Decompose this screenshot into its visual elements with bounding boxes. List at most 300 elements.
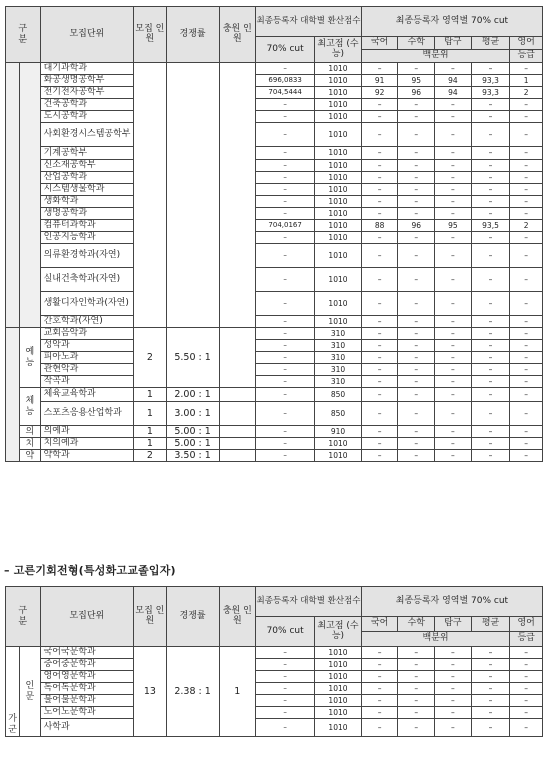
table-row [6,196,543,208]
english-grade-value: – [510,647,543,659]
table-row [6,147,543,160]
added-cell [219,426,256,438]
korean-value: – [361,111,398,123]
group-cell [20,63,40,328]
quota-cell: 1 [134,426,167,438]
unit-name: 의예과 [40,426,134,438]
average-value: – [471,695,510,707]
unit-name: 사회환경시스템공학부 [40,123,134,147]
added-cell [219,63,256,328]
english-grade-value: – [510,99,543,111]
korean-value: – [361,340,398,352]
math-value: – [398,707,435,719]
cut70-value: – [256,719,315,737]
ratio-cell: 5.00 : 1 [166,426,219,438]
inquiry-value: – [435,268,472,292]
cut70-value: – [256,184,315,196]
unit-name: 대기과학과 [40,63,134,75]
average-value: – [471,426,510,438]
korean-value: – [361,707,398,719]
cut70-value: – [256,352,315,364]
cut70-value: – [256,63,315,75]
math-value: – [398,426,435,438]
english-grade-value: – [510,388,543,402]
korean-value: – [361,659,398,671]
inquiry-value: – [435,184,472,196]
group-label-text: 예 능 [25,346,35,368]
table-row [6,671,543,683]
korean-value: – [361,450,398,462]
cut70-value: – [256,316,315,328]
english-grade-value: – [510,196,543,208]
english-grade-value: – [510,376,543,388]
korean-value: – [361,123,398,147]
average-value: – [471,340,510,352]
unit-name: 생화학과 [40,196,134,208]
cut70-value: – [256,695,315,707]
math-value: – [398,63,435,75]
header-english: 영어 [510,617,543,632]
average-value: – [471,450,510,462]
quota-cell: 2 [134,328,167,388]
math-value: – [398,328,435,340]
korean-value: – [361,208,398,220]
korean-value: – [361,292,398,316]
average-value: – [471,376,510,388]
header-percentile: 백분위 [361,632,509,647]
added-cell [219,328,256,388]
unit-name: 생명공학과 [40,208,134,220]
inquiry-value: – [435,426,472,438]
math-value: – [398,340,435,352]
cut70-value: – [256,450,315,462]
korean-value: – [361,99,398,111]
english-grade-value: 2 [510,87,543,99]
table-row [6,719,543,737]
unit-name: 국어국문학과 [40,647,134,659]
english-grade-value: – [510,147,543,160]
unit-name: 약학과 [40,450,134,462]
average-value: 93,3 [471,75,510,87]
inquiry-value: – [435,695,472,707]
korean-value: – [361,147,398,160]
average-value: – [471,123,510,147]
header-inquiry: 탐구 [435,37,472,50]
unit-name: 피아노과 [40,352,134,364]
header-grade: 등급 [510,50,543,63]
inquiry-value: – [435,376,472,388]
max-score-value: 1010 [315,147,362,160]
math-value: – [398,123,435,147]
english-grade-value: – [510,232,543,244]
english-grade-value: – [510,695,543,707]
unit-name: 건축공학과 [40,99,134,111]
max-score-value: 1010 [315,172,362,184]
math-value: 96 [398,87,435,99]
average-value: – [471,402,510,426]
unit-name: 시스템생물학과 [40,184,134,196]
header-max: 최고점 (수능) [315,617,362,647]
header-quota: 모집 인원 [134,7,167,63]
max-score-value: 1010 [315,232,362,244]
inquiry-value: – [435,719,472,737]
cut70-value: – [256,99,315,111]
inquiry-value: – [435,147,472,160]
table-row [6,63,543,75]
cut70-value: 704,5444 [256,87,315,99]
table-row [6,647,543,659]
unit-name: 독어독문학과 [40,683,134,695]
average-value: 93,5 [471,220,510,232]
korean-value: – [361,647,398,659]
cut70-value: – [256,208,315,220]
table-row [6,376,543,388]
header-english: 영어 [510,37,543,50]
ratio-cell: 2.00 : 1 [166,388,219,402]
average-value: – [471,111,510,123]
inquiry-value: – [435,172,472,184]
group-label-med: 의 [20,426,40,438]
table-row [6,87,543,99]
math-value: – [398,292,435,316]
english-grade-value: – [510,316,543,328]
header-inquiry: 탐구 [435,617,472,632]
table-row [6,340,543,352]
average-value: – [471,147,510,160]
table-row [6,707,543,719]
header-math: 수학 [398,37,435,50]
table-row [6,220,543,232]
average-value: – [471,683,510,695]
cut70-value: – [256,683,315,695]
max-score-value: 1010 [315,438,362,450]
unit-name: 신소재공학부 [40,160,134,172]
cut70-value: – [256,364,315,376]
average-value: – [471,208,510,220]
average-value: – [471,647,510,659]
korean-value: – [361,172,398,184]
table-row [6,268,543,292]
max-score-value: 1010 [315,316,362,328]
average-value: – [471,388,510,402]
korean-value: – [361,268,398,292]
cut70-value: – [256,438,315,450]
outer-label [6,647,20,737]
math-value: – [398,208,435,220]
english-grade-value: 1 [510,75,543,87]
average-value: – [471,292,510,316]
average-value: – [471,364,510,376]
average-value: – [471,63,510,75]
inquiry-value: – [435,647,472,659]
group-label-text: 체 능 [25,395,35,417]
added-cell: 1 [219,647,256,737]
table-row [6,111,543,123]
korean-value: 92 [361,87,398,99]
inquiry-value: – [435,352,472,364]
header-quota: 모집 인원 [134,587,167,647]
average-value: – [471,438,510,450]
table-row [6,450,543,462]
quota-cell: 13 [134,647,167,737]
table-row [6,388,543,402]
header-ratio: 경쟁률 [166,7,219,63]
header-grade: 등급 [510,632,543,647]
header-cut70: 70% cut [256,37,315,63]
header-area-title: 최종등록자 영역별 70% cut [361,587,542,617]
header-cut70: 70% cut [256,617,315,647]
unit-name: 산업공학과 [40,172,134,184]
table-row [6,426,543,438]
english-grade-value: – [510,719,543,737]
math-value: – [398,450,435,462]
quota-cell [134,63,167,328]
average-value: – [471,707,510,719]
section-2-title: – 고른기회전형(특성화고교졸입자) [4,564,176,577]
max-score-value: 1010 [315,450,362,462]
inquiry-value: 94 [435,75,472,87]
english-grade-value: – [510,364,543,376]
table-row [6,99,543,111]
cut70-value: – [256,402,315,426]
math-value: – [398,99,435,111]
table-row [6,184,543,196]
math-value: – [398,402,435,426]
inquiry-value: – [435,111,472,123]
max-score-value: 1010 [315,75,362,87]
max-score-value: 1010 [315,111,362,123]
max-score-value: 1010 [315,244,362,268]
korean-value: – [361,438,398,450]
max-score-value: 1010 [315,695,362,707]
ratio-cell: 2.38 : 1 [166,647,219,737]
inquiry-value: – [435,364,472,376]
english-grade-value: – [510,172,543,184]
unit-name: 치의예과 [40,438,134,450]
inquiry-value: – [435,123,472,147]
quota-cell: 2 [134,450,167,462]
korean-value: – [361,196,398,208]
cut70-value: – [256,328,315,340]
english-grade-value: – [510,352,543,364]
math-value: – [398,719,435,737]
unit-name: 도시공학과 [40,111,134,123]
table-row [6,160,543,172]
max-score-value: 1010 [315,268,362,292]
ratio-cell: 3.50 : 1 [166,450,219,462]
english-grade-value: – [510,208,543,220]
header-added: 충원 인원 [219,587,256,647]
inquiry-value: – [435,160,472,172]
average-value: 93,3 [471,87,510,99]
max-score-value: 1010 [315,63,362,75]
cut70-value: – [256,292,315,316]
header-area-title: 최종등록자 영역별 70% cut [361,7,542,37]
max-score-value: 1010 [315,707,362,719]
inquiry-value: – [435,244,472,268]
quota-cell: 1 [134,402,167,426]
table-1-header [6,7,543,63]
admission-table-2 [5,586,543,737]
admission-table-1 [5,6,543,462]
table-row [6,208,543,220]
inquiry-value: – [435,316,472,328]
unit-name: 성악과 [40,340,134,352]
max-score-value: 1010 [315,123,362,147]
average-value: – [471,244,510,268]
group-label-dent: 치 [20,438,40,450]
english-grade-value: – [510,438,543,450]
cut70-value: – [256,111,315,123]
unit-name: 간호학과(자연) [40,316,134,328]
korean-value: – [361,376,398,388]
max-score-value: 1010 [315,99,362,111]
english-grade-value: – [510,328,543,340]
english-grade-value: 2 [510,220,543,232]
cut70-value: 696,0833 [256,75,315,87]
table-row [6,364,543,376]
average-value: – [471,196,510,208]
inquiry-value: – [435,99,472,111]
unit-name: 스포츠응용산업학과 [40,402,134,426]
added-cell [219,438,256,450]
cut70-value: – [256,196,315,208]
table-row [6,75,543,87]
math-value: – [398,647,435,659]
english-grade-value: – [510,292,543,316]
math-value: – [398,695,435,707]
added-cell [219,388,256,402]
unit-name: 화공생명공학부 [40,75,134,87]
max-score-value: 1010 [315,683,362,695]
math-value: – [398,196,435,208]
english-grade-value: – [510,244,543,268]
ratio-cell [166,63,219,328]
ratio-cell: 5.50 : 1 [166,328,219,388]
english-grade-value: – [510,63,543,75]
unit-name: 사학과 [40,719,134,737]
cut70-value: – [256,160,315,172]
average-value: – [471,316,510,328]
average-value: – [471,172,510,184]
table-row [6,683,543,695]
unit-name: 작곡과 [40,376,134,388]
header-conv-title: 최종등록자 대학별 환산점수 [256,587,362,617]
group-label-pharm: 약 [20,450,40,462]
table-1-body [6,63,543,462]
added-cell [219,402,256,426]
inquiry-value: – [435,63,472,75]
header-percentile: 백분위 [361,50,509,63]
cut70-value: – [256,172,315,184]
quota-cell: 1 [134,438,167,450]
cut70-value: – [256,426,315,438]
max-score-value: 850 [315,388,362,402]
math-value: – [398,184,435,196]
table-row [6,659,543,671]
max-score-value: 1010 [315,647,362,659]
unit-name: 의류환경학과(자연) [40,244,134,268]
table-row [6,402,543,426]
unit-name: 영어영문학과 [40,671,134,683]
average-value: – [471,232,510,244]
added-cell [219,450,256,462]
cut70-value: – [256,232,315,244]
header-unit: 모집단위 [40,7,134,63]
inquiry-value: 95 [435,220,472,232]
math-value: – [398,683,435,695]
max-score-value: 1010 [315,671,362,683]
math-value: – [398,438,435,450]
korean-value: – [361,695,398,707]
cut70-value: – [256,123,315,147]
inquiry-value: – [435,232,472,244]
quota-cell: 1 [134,388,167,402]
ratio-cell: 3.00 : 1 [166,402,219,426]
max-score-value: 1010 [315,719,362,737]
english-grade-value: – [510,111,543,123]
unit-name: 컴퓨터과학과 [40,220,134,232]
table-row [6,292,543,316]
group-label-arts [20,328,40,388]
inquiry-value: – [435,671,472,683]
unit-name: 중어중문학과 [40,659,134,671]
unit-name: 실내건축학과(자연) [40,268,134,292]
unit-name: 생활디자인학과(자연) [40,292,134,316]
unit-name: 전기전자공학부 [40,87,134,99]
header-unit: 모집단위 [40,587,134,647]
header-division: 구 분 [6,7,41,63]
average-value: – [471,160,510,172]
average-value: – [471,328,510,340]
korean-value: 88 [361,220,398,232]
cut70-value: – [256,147,315,160]
math-value: – [398,671,435,683]
header-ratio: 경쟁률 [166,587,219,647]
max-score-value: 1010 [315,87,362,99]
max-score-value: 910 [315,426,362,438]
max-score-value: 850 [315,402,362,426]
max-score-value: 1010 [315,196,362,208]
inquiry-value: – [435,208,472,220]
header-avg: 평균 [471,37,510,50]
header-math: 수학 [398,617,435,632]
math-value: – [398,147,435,160]
max-score-value: 1010 [315,659,362,671]
cut70-value: – [256,659,315,671]
inquiry-value: – [435,707,472,719]
math-value: – [398,244,435,268]
max-score-value: 1010 [315,292,362,316]
math-value: – [398,232,435,244]
inquiry-value: – [435,450,472,462]
table-2-body [6,647,543,737]
korean-value: – [361,160,398,172]
cut70-value: 704,0167 [256,220,315,232]
english-grade-value: – [510,707,543,719]
math-value: – [398,376,435,388]
table-row [6,123,543,147]
header-max: 최고점 (수능) [315,37,362,63]
math-value: – [398,659,435,671]
average-value: – [471,352,510,364]
inquiry-value: – [435,438,472,450]
unit-name: 노어노문학과 [40,707,134,719]
english-grade-value: – [510,671,543,683]
ratio-cell: 5.00 : 1 [166,438,219,450]
korean-value: – [361,683,398,695]
unit-name: 기계공학부 [40,147,134,160]
